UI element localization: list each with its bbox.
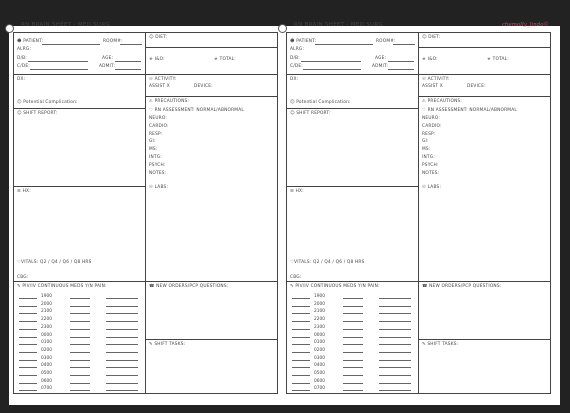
med-pain-line[interactable] bbox=[379, 321, 411, 322]
shift-report-label: ☺ SHIFT REPORT: bbox=[290, 111, 331, 116]
piv-box bbox=[14, 282, 145, 393]
cde-field[interactable] bbox=[30, 69, 88, 70]
med-entry-line[interactable] bbox=[292, 337, 310, 338]
med-time: 1900 bbox=[41, 294, 52, 299]
med-time: 0700 bbox=[314, 386, 325, 392]
med-time: 2300 bbox=[314, 324, 325, 330]
med-time: 0000 bbox=[314, 332, 325, 338]
left-column bbox=[287, 33, 419, 393]
shift-report-box bbox=[287, 109, 418, 187]
med-pain-line[interactable] bbox=[379, 344, 411, 345]
med-yn-line[interactable] bbox=[343, 383, 363, 384]
med-pain-line[interactable] bbox=[379, 390, 411, 391]
new-orders-box bbox=[146, 282, 277, 340]
med-entry-line[interactable] bbox=[292, 367, 310, 368]
med-pain-line[interactable] bbox=[379, 352, 411, 353]
system-label: MS: bbox=[422, 147, 431, 153]
left-column bbox=[14, 33, 146, 393]
hx-box bbox=[287, 187, 418, 282]
alrg-label: ALRG: bbox=[17, 47, 32, 52]
med-yn-line[interactable] bbox=[70, 321, 90, 322]
dx-box bbox=[287, 75, 418, 109]
shift-report-label: ☺ SHIFT REPORT: bbox=[17, 111, 58, 116]
med-time: 0400 bbox=[314, 363, 325, 369]
med-yn-line[interactable] bbox=[70, 329, 90, 330]
right-column bbox=[419, 33, 550, 393]
med-yn-line[interactable] bbox=[70, 383, 90, 384]
med-yn-line[interactable] bbox=[70, 367, 90, 368]
med-time: 0200 bbox=[314, 347, 325, 353]
hx-box bbox=[14, 187, 145, 282]
med-pain-line[interactable] bbox=[379, 337, 411, 338]
brand-mark: chemolly_lindo© bbox=[501, 22, 549, 28]
age-field[interactable] bbox=[115, 61, 141, 62]
system-label: GI: bbox=[149, 139, 156, 145]
shift-tasks-label: ✎ SHIFT TASKS: bbox=[149, 342, 186, 347]
sheet-title: RN BRAIN SHEET - MED SURG bbox=[294, 22, 384, 28]
med-yn-line[interactable] bbox=[70, 344, 90, 345]
assessment-label: ♡ RN ASSESSMENT: NORMAL/ABNORMAL bbox=[149, 108, 244, 113]
io-box bbox=[146, 48, 277, 75]
med-yn-line[interactable] bbox=[70, 306, 90, 307]
cbg-label: CBG: bbox=[17, 275, 29, 280]
cde-field[interactable] bbox=[303, 69, 361, 70]
cde-label: C/DE: bbox=[17, 64, 30, 69]
dx-box bbox=[14, 75, 145, 109]
med-yn-line[interactable] bbox=[70, 352, 90, 353]
activity-label: ☉ ACTIVITY: bbox=[149, 77, 177, 82]
med-yn-line[interactable] bbox=[70, 313, 90, 314]
dob-field[interactable] bbox=[301, 61, 361, 62]
med-entry-line[interactable] bbox=[19, 383, 37, 384]
system-label: MS: bbox=[149, 147, 158, 153]
med-yn-line[interactable] bbox=[343, 298, 363, 299]
med-entry-line[interactable] bbox=[19, 390, 37, 391]
med-time: 0500 bbox=[41, 371, 52, 376]
med-entry-line[interactable] bbox=[292, 352, 310, 353]
med-pain-line[interactable] bbox=[106, 352, 138, 353]
med-entry-line[interactable] bbox=[292, 306, 310, 307]
system-label: RESP: bbox=[422, 131, 436, 137]
patient-label: ☻ PATIENT: bbox=[17, 39, 44, 44]
sheet-title: RN BRAIN SHEET - MED SURG bbox=[21, 22, 111, 28]
room-field[interactable] bbox=[120, 44, 142, 45]
io-label: ☣ I&O: bbox=[149, 57, 165, 62]
precautions-label: ⚠ PRECAUTIONS: bbox=[149, 99, 190, 104]
med-entry-line[interactable] bbox=[292, 375, 310, 376]
right-column bbox=[146, 33, 277, 393]
system-label: PSYCH: bbox=[149, 162, 166, 168]
med-entry-line[interactable] bbox=[19, 367, 37, 368]
total-label: ☣ TOTAL: bbox=[214, 57, 236, 62]
med-pain-line[interactable] bbox=[379, 375, 411, 376]
room-label: ROOM#: bbox=[376, 39, 396, 44]
assessment-box bbox=[419, 97, 550, 282]
med-entry-line[interactable] bbox=[19, 337, 37, 338]
new-orders-box bbox=[419, 282, 550, 340]
patient-box bbox=[14, 33, 145, 75]
shift-tasks-box bbox=[146, 340, 277, 393]
assist-label: ASSIST X bbox=[422, 84, 443, 89]
total-label: ☣ TOTAL: bbox=[487, 57, 509, 62]
med-time: 0600 bbox=[314, 378, 325, 384]
med-entry-line[interactable] bbox=[19, 321, 37, 322]
device-label: DEVICE: bbox=[194, 84, 213, 89]
alrg-label: ALRG: bbox=[290, 47, 305, 52]
system-label: PSYCH: bbox=[422, 162, 439, 168]
dx-label: DX: bbox=[290, 77, 299, 82]
med-pain-line[interactable] bbox=[106, 329, 138, 330]
assist-label: ASSIST X bbox=[149, 84, 170, 89]
med-entry-line[interactable] bbox=[292, 329, 310, 330]
system-label: CARDIO: bbox=[149, 123, 169, 129]
med-pain-line[interactable] bbox=[379, 298, 411, 299]
diet-label: ☺ DIET: bbox=[149, 35, 168, 40]
vitals-label: ♡VITALS: Q2 / Q4 / Q6 / Q8 HRS bbox=[17, 260, 92, 265]
admit-label: ADMIT: bbox=[99, 64, 116, 69]
piv-header: ✎ PIV/IV CONTINUOUS MEDS Y/N PAIN: bbox=[17, 284, 107, 289]
patient-label: ☻ PATIENT: bbox=[290, 39, 317, 44]
system-label: NEURO: bbox=[422, 116, 441, 121]
med-pain-line[interactable] bbox=[379, 313, 411, 314]
precautions-label: ⚠ PRECAUTIONS: bbox=[422, 99, 463, 104]
shift-tasks-label: ✎ SHIFT TASKS: bbox=[422, 342, 459, 347]
patient-field[interactable] bbox=[42, 44, 100, 45]
dx-label: DX: bbox=[17, 77, 26, 82]
dob-field[interactable] bbox=[28, 61, 88, 62]
system-label: RESP: bbox=[149, 131, 163, 137]
med-pain-line[interactable] bbox=[379, 360, 411, 361]
med-yn-line[interactable] bbox=[343, 344, 363, 345]
med-entry-line[interactable] bbox=[19, 298, 37, 299]
med-yn-line[interactable] bbox=[70, 375, 90, 376]
assessment-box bbox=[146, 97, 277, 282]
cbg-label: CBG: bbox=[290, 275, 302, 280]
piv-header: ✎ PIV/IV CONTINUOUS MEDS Y/N PAIN: bbox=[290, 284, 380, 289]
med-yn-line[interactable] bbox=[343, 375, 363, 376]
med-yn-line[interactable] bbox=[70, 360, 90, 361]
med-yn-line[interactable] bbox=[343, 313, 363, 314]
shift-tasks-box bbox=[419, 340, 550, 393]
med-pain-line[interactable] bbox=[106, 306, 138, 307]
med-pain-line[interactable] bbox=[106, 360, 138, 361]
dob-label: D/B: bbox=[17, 56, 27, 61]
med-entry-line[interactable] bbox=[19, 329, 37, 330]
hx-label: ☰ HX: bbox=[290, 189, 304, 194]
brain-sheet bbox=[286, 22, 551, 394]
med-pain-line[interactable] bbox=[106, 337, 138, 338]
med-time: 1900 bbox=[314, 294, 325, 299]
new-orders-label: ☎ NEW ORDERS/PCP QUESTIONS: bbox=[422, 284, 502, 289]
system-label: NOTES: bbox=[422, 170, 440, 176]
vitals-label: ♡VITALS: Q2 / Q4 / Q6 / Q8 HRS bbox=[290, 260, 365, 265]
potential-label: ☹ Potential Complication: bbox=[17, 100, 78, 105]
med-time: 2000 bbox=[314, 301, 325, 307]
med-time: 0400 bbox=[41, 363, 52, 369]
piv-box bbox=[287, 282, 418, 393]
med-yn-line[interactable] bbox=[343, 360, 363, 361]
med-entry-line[interactable] bbox=[19, 352, 37, 353]
diet-box bbox=[419, 33, 550, 48]
med-time: 2000 bbox=[41, 301, 52, 307]
system-label: INTG: bbox=[149, 155, 162, 160]
sheet-frame bbox=[13, 32, 278, 394]
potential-label: ☹ Potential Complication: bbox=[290, 100, 351, 105]
med-time: 2100 bbox=[41, 309, 52, 315]
admit-field[interactable] bbox=[115, 69, 141, 70]
med-entry-line[interactable] bbox=[292, 383, 310, 384]
brain-sheet bbox=[13, 22, 278, 394]
age-field[interactable] bbox=[388, 61, 414, 62]
med-entry-line[interactable] bbox=[19, 313, 37, 314]
diet-box bbox=[146, 33, 277, 48]
med-entry-line[interactable] bbox=[19, 375, 37, 376]
med-entry-line[interactable] bbox=[19, 344, 37, 345]
med-time: 0200 bbox=[41, 347, 52, 353]
age-label: AGE: bbox=[102, 56, 114, 61]
med-pain-line[interactable] bbox=[379, 367, 411, 368]
med-pain-line[interactable] bbox=[379, 306, 411, 307]
system-label: NOTES: bbox=[149, 170, 167, 176]
activity-label: ☉ ACTIVITY: bbox=[422, 77, 450, 82]
age-label: AGE: bbox=[375, 56, 387, 61]
patient-field[interactable] bbox=[315, 44, 373, 45]
assessment-label: ♡ RN ASSESSMENT: NORMAL/ABNORMAL bbox=[422, 108, 517, 113]
diet-label: ☺ DIET: bbox=[422, 35, 441, 40]
med-yn-line[interactable] bbox=[70, 298, 90, 299]
dob-label: D/B: bbox=[290, 56, 300, 61]
med-time: 0100 bbox=[314, 340, 325, 346]
med-pain-line[interactable] bbox=[106, 313, 138, 314]
labs-label: ☉ LABS: bbox=[422, 185, 442, 190]
io-label: ☣ I&O: bbox=[422, 57, 438, 62]
hx-label: ☰ HX: bbox=[17, 189, 31, 194]
med-pain-line[interactable] bbox=[106, 390, 138, 391]
med-time: 0600 bbox=[41, 378, 52, 384]
med-entry-line[interactable] bbox=[292, 321, 310, 322]
admit-label: ADMIT: bbox=[372, 64, 389, 69]
med-time: 2200 bbox=[314, 317, 325, 323]
med-entry-line[interactable] bbox=[292, 313, 310, 314]
med-time: 0300 bbox=[41, 355, 52, 361]
med-yn-line[interactable] bbox=[343, 367, 363, 368]
med-entry-line[interactable] bbox=[292, 298, 310, 299]
med-time: 0100 bbox=[41, 340, 52, 346]
med-time: 2200 bbox=[41, 317, 52, 323]
med-time: 2100 bbox=[314, 309, 325, 315]
room-label: ROOM#: bbox=[103, 39, 123, 44]
device-label: DEVICE: bbox=[467, 84, 486, 89]
admit-field[interactable] bbox=[388, 69, 414, 70]
med-entry-line[interactable] bbox=[19, 360, 37, 361]
med-yn-line[interactable] bbox=[343, 306, 363, 307]
med-pain-line[interactable] bbox=[379, 329, 411, 330]
med-time: 2300 bbox=[41, 324, 52, 330]
patient-box bbox=[287, 33, 418, 75]
shift-report-box bbox=[14, 109, 145, 187]
med-entry-line[interactable] bbox=[292, 390, 310, 391]
med-pain-line[interactable] bbox=[106, 367, 138, 368]
med-entry-line[interactable] bbox=[19, 306, 37, 307]
activity-box bbox=[419, 75, 550, 97]
system-label: NEURO: bbox=[149, 116, 168, 121]
med-pain-line[interactable] bbox=[379, 383, 411, 384]
med-yn-line[interactable] bbox=[343, 329, 363, 330]
system-label: CARDIO: bbox=[422, 123, 442, 129]
med-time: 0300 bbox=[314, 355, 325, 361]
med-pain-line[interactable] bbox=[106, 321, 138, 322]
room-field[interactable] bbox=[393, 44, 415, 45]
system-label: GI: bbox=[422, 139, 429, 145]
med-entry-line[interactable] bbox=[292, 344, 310, 345]
labs-label: ☉ LABS: bbox=[149, 185, 169, 190]
med-yn-line[interactable] bbox=[343, 321, 363, 322]
med-yn-line[interactable] bbox=[70, 390, 90, 391]
med-entry-line[interactable] bbox=[292, 360, 310, 361]
med-yn-line[interactable] bbox=[343, 337, 363, 338]
med-time: 0500 bbox=[314, 371, 325, 376]
med-pain-line[interactable] bbox=[106, 298, 138, 299]
activity-box bbox=[146, 75, 277, 97]
med-yn-line[interactable] bbox=[343, 352, 363, 353]
io-box bbox=[419, 48, 550, 75]
sheet-frame bbox=[286, 32, 551, 394]
med-yn-line[interactable] bbox=[70, 337, 90, 338]
med-time: 0700 bbox=[41, 386, 52, 392]
med-time: 0000 bbox=[41, 332, 52, 338]
med-pain-line[interactable] bbox=[106, 375, 138, 376]
med-yn-line[interactable] bbox=[343, 390, 363, 391]
med-pain-line[interactable] bbox=[106, 344, 138, 345]
system-label: INTG: bbox=[422, 155, 435, 160]
med-pain-line[interactable] bbox=[106, 383, 138, 384]
new-orders-label: ☎ NEW ORDERS/PCP QUESTIONS: bbox=[149, 284, 229, 289]
cde-label: C/DE: bbox=[290, 64, 303, 69]
